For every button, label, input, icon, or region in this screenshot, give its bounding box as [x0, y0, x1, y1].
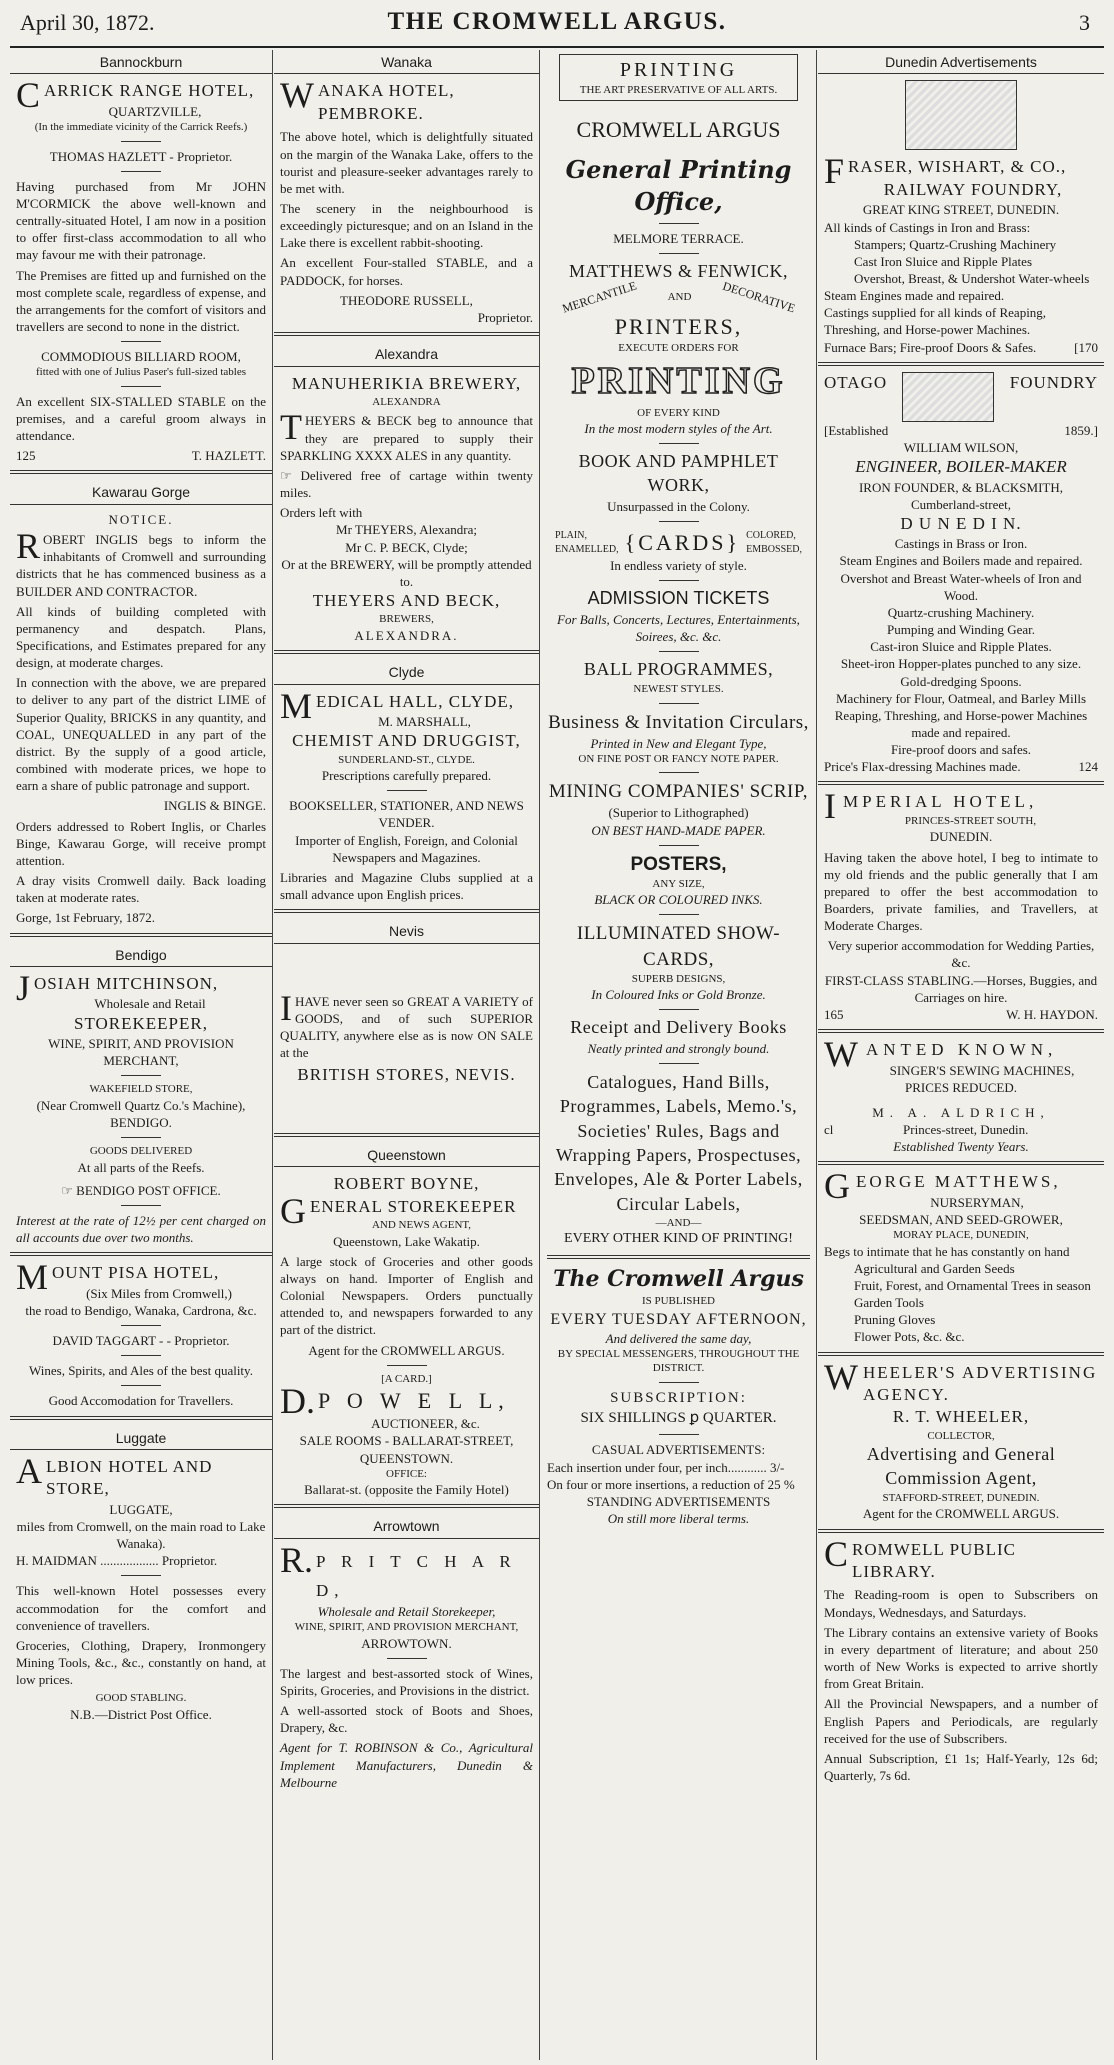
ad-body: Each insertion under four, per inch............ 3/- [547, 1459, 785, 1475]
ad-body: Having purchased from Mr JOHN M'CORMICK the above well-known and centrally-situated Hotel, I am now in a position to offer first-class accommodation to all who may favour me with their patronage. [16, 178, 266, 263]
ad-body: the road to Bendigo, Wanaka, Cardrona, &c. [25, 1302, 257, 1318]
section-heading: Alexandra [274, 342, 539, 366]
wanted-known-ad [818, 1034, 1104, 1155]
drop-cap: D. [280, 1381, 315, 1422]
section-heading: Luggate [10, 1426, 272, 1450]
ad-name: EORGE MATTHEWS, [856, 1172, 1061, 1192]
ad-name: EDICAL HALL, CLYDE, [316, 691, 514, 711]
drop-cap: M [16, 1257, 50, 1298]
ad-body: Overshot and Breast Water-wheels of Iron and Wood. [840, 570, 1082, 603]
ad-body: Unsurpassed in the Colony. [607, 498, 750, 514]
ad-body: STAFFORD-STREET, DUNEDIN. [882, 1491, 1040, 1504]
ad-body: COLORED, [746, 530, 796, 542]
ad-body: Overshot, Breast, & Undershot Water-wheels [854, 270, 1090, 286]
ad-body: IRON FOUNDER, & BLACKSMITH, [858, 479, 1064, 495]
drop-cap: G [824, 1166, 853, 1207]
section-heading: Bannockburn [10, 50, 272, 74]
ad-title: MINING COMPANIES' SCRIP, [548, 781, 809, 803]
ad-name: MANUHERIKIA BREWERY, [291, 373, 522, 393]
ad-body: Furnace Bars; Fire-proof Doors & Safes. [824, 339, 1037, 355]
ad-body: Cumberland-street, [911, 496, 1011, 512]
otago-foundry-ad [818, 372, 1104, 776]
ad-body: WAKEFIELD STORE, [89, 1083, 193, 1096]
ad-highlight: COMMODIOUS BILLIARD ROOM, [41, 349, 241, 365]
ad-body: Princes-street, Dunedin. [903, 1122, 1029, 1138]
ad-body: ☞ Delivered free of cartage within twenty miles. [280, 467, 533, 501]
ad-body: MELMORE TERRACE. [613, 231, 744, 247]
ad-body: For Balls, Concerts, Lectures, Entertainments, Soirees, &c. &c. [557, 611, 800, 645]
drop-cap: A [16, 1450, 43, 1491]
ad-body: IS PUBLISHED [641, 1294, 716, 1307]
ad-body: The largest and best-assorted stock of Wines, Spirits, Groceries, and Provisions in the district. [280, 1665, 533, 1698]
ad-title: Advertising and General Commission Agent, [866, 1444, 1056, 1489]
ad-body: [A CARD.] [381, 1372, 432, 1385]
ad-body: Interest at the rate of 12½ per cent charged on all accounts due over two months. [16, 1212, 266, 1246]
ad-body: Groceries, Clothing, Drapery, Ironmongery Mining Tools, &c., &c., constantly on hand, at low prices. [16, 1637, 266, 1688]
ad-body: GOODS DELIVERED [89, 1145, 193, 1158]
printing-office-ad [541, 54, 816, 1527]
ad-title: BRITISH STORES, NEVIS. [297, 1065, 516, 1085]
drop-cap: T [280, 407, 302, 448]
boyne-storekeeper-ad [274, 1173, 539, 1498]
ad-title: BOOK AND PAMPHLET WORK, [578, 451, 779, 496]
ad-body: HEYERS & BECK beg to announce that they are prepared to supply their SPARKLING XXXX ALES in any quantity. [280, 413, 533, 463]
ad-body: Price's Flax-dressing Machines made. [824, 759, 1021, 775]
ad-title: PRINTERS, [614, 314, 743, 340]
ad-name: FOUNDRY [1009, 372, 1098, 392]
ad-body: ARROWTOWN. [361, 1635, 452, 1651]
ad-body: LUGGATE, [109, 1501, 173, 1517]
ad-body: And delivered the same day, [605, 1330, 752, 1346]
ad-title: RAILWAY FOUNDRY, [883, 179, 1063, 199]
section-heading: Nevis [274, 919, 539, 943]
ad-body: ENAMELLED, [555, 543, 619, 555]
ad-body: Mr C. P. BECK, Clyde; [345, 539, 468, 555]
ad-body: EVERY TUESDAY AFTERNOON, [550, 1310, 807, 1328]
ad-body: Libraries and Magazine Clubs supplied at a small advance upon English prices. [280, 869, 533, 903]
ad-title: ADMISSION TICKETS [587, 588, 770, 609]
ad-body: R. T. WHEELER, [892, 1407, 1030, 1427]
ad-body: M. MARSHALL, [378, 714, 471, 730]
ad-title: ENERAL STOREKEEPER [310, 1196, 517, 1216]
ad-body: AND NEWS AGENT, [371, 1219, 472, 1232]
drop-cap: I [280, 987, 292, 1028]
section-heading: Bendigo [10, 943, 272, 967]
ad-body: ON FINE POST OR FANCY NOTE PAPER. [578, 752, 779, 765]
ad-body: SUBSCRIPTION: [610, 1389, 747, 1406]
ad-body: Wines, Spirits, and Ales of the best quality. [29, 1363, 253, 1379]
ad-name: OTAGO [824, 372, 888, 392]
ad-body: SIX SHILLINGS ꝑ QUARTER. [580, 1409, 777, 1426]
paper-name: The Cromwell Argus [553, 1265, 804, 1292]
ad-body: ALEXANDRA. [354, 628, 459, 643]
ad-body: —AND— [655, 1216, 702, 1229]
ad-body: Castings in Brass or Iron. [894, 536, 1028, 552]
drop-cap: R. [280, 1539, 314, 1580]
ad-body: This well-known Hotel possesses every accommodation for the comfort and convenience of travellers. [16, 1583, 266, 1633]
ad-body: Castings supplied for all kinds of Reaping, Threshing, and Horse-power Machines. [824, 305, 1047, 338]
ad-body: An excellent SIX-STALLED STABLE on the premises, and a careful groom always in attendance. [16, 393, 266, 444]
ad-proprietor: H. MAIDMAN .................. Proprietor. [16, 1553, 218, 1569]
ad-body: MERCANTILE [560, 278, 639, 316]
ad-body: Neatly printed and strongly bound. [587, 1041, 770, 1057]
cards-line: PLAIN, ENAMELLED, {CARDS} COLORED, EMBOSSED, [555, 530, 802, 556]
ad-body: The Library contains an extensive variety of Books in every department of literature; and about 250 worth of New Works is expected to arrive shortly from Great Britain. [824, 1624, 1098, 1692]
ad-body: DECORATIVE [720, 278, 797, 316]
ad-name: CROMWELL ARGUS [576, 116, 781, 142]
ad-name: RASER, WISHART, & CO., [848, 157, 1067, 177]
ad-body: Gold-dredging Spoons. [900, 673, 1022, 689]
wheeler-agency-ad [818, 1356, 1104, 1523]
ad-body: ON BEST HAND-MADE PAPER. [591, 822, 766, 838]
ad-body: In connection with the above, we are prepared to deliver to any part of the district LIME of Superior Quality, BRICKS in any quantity, and COAL, UNEQUALLED in any part of the district. By the supply of a good article, combined with moderate prices, we hope to earn a share of public patronage and support. [16, 675, 266, 794]
ad-body: A dray visits Cromwell daily. Back loading taken at moderate rates. [16, 873, 266, 906]
ad-body: Agent for the CROMWELL ARGUS. [308, 1342, 505, 1358]
ad-name: ANTED KNOWN, [865, 1040, 1058, 1060]
ad-name: LBION HOTEL AND STORE, [46, 1456, 213, 1499]
ad-body: EVERY OTHER KIND OF PRINTING! [564, 1231, 793, 1247]
ad-body: GOOD STABLING. [95, 1692, 187, 1705]
ad-body: BLACK OR COLOURED INKS. [594, 892, 763, 908]
ad-body: Prescriptions carefully prepared. [321, 768, 492, 784]
albion-hotel-ad [10, 1450, 272, 1723]
column-1 [10, 50, 272, 2060]
ad-title: ILLUMINATED SHOW-CARDS, [576, 923, 781, 970]
ad-body: CASUAL ADVERTISEMENTS: [591, 1442, 766, 1458]
ad-place: QUARTZVILLE, [108, 103, 202, 119]
ad-name: OSIAH MITCHINSON, [34, 973, 219, 993]
ad-body: At all parts of the Reefs. [77, 1159, 205, 1175]
ad-name: P O W E L L, [318, 1388, 510, 1414]
ad-body: WINE, SPIRIT, AND PROVISION MERCHANT, [48, 1036, 234, 1069]
ad-body: The above hotel, which is delightfully situated on the margin of the Wanaka Lake, offers to the tourist and pleasure-seeker advantages rarely to be met with. [280, 129, 533, 196]
ad-body: OF EVERY KIND [637, 406, 720, 419]
drop-cap: G [280, 1190, 307, 1231]
manuherikia-brewery-ad [274, 373, 539, 645]
ad-body: Importer of English, Foreign, and Colonial Newspapers and Magazines. [295, 832, 518, 865]
ad-title: ENGINEER, BOILER-MAKER [855, 457, 1067, 477]
ad-body: DUNEDIN. [929, 829, 993, 845]
ad-body: ☞ BENDIGO POST OFFICE. [61, 1182, 221, 1198]
ad-proprietor: DAVID TAGGART - - Proprietor. [52, 1333, 230, 1349]
ad-body: FIRST-CLASS STABLING.—Horses, Buggies, and Carriages on hire. [824, 972, 1098, 1005]
column-divider [816, 50, 817, 2060]
ad-body: PRICES REDUCED. [905, 1079, 1017, 1095]
ad-body: PRINCES-STREET SOUTH, [904, 814, 1037, 827]
drop-cap: M [280, 685, 314, 726]
ad-signature: INGLIS & BINGE. [163, 798, 266, 814]
drop-cap: J [16, 967, 32, 1008]
ad-body: N.B.—District Post Office. [70, 1706, 212, 1722]
ad-body: PLAIN, [555, 530, 587, 542]
ad-body: Annual Subscription, £1 1s; Half-Yearly, 12s 6d; Quarterly, 7s 6d. [824, 1750, 1098, 1783]
ad-title: CHEMIST AND DRUGGIST, [292, 731, 521, 751]
ad-body: BENDIGO. [110, 1114, 172, 1130]
ad-body: All the Provincial Newspapers, and a number of English Papers and Periodicals, are regularly received for the use of Subscribers. [824, 1696, 1098, 1746]
ad-body: Agent for T. ROBINSON & Co., Agricultural Implement Manufacturers, Dunedin & Melbourne [280, 1740, 533, 1790]
ad-body: Machinery for Flour, Oatmeal, and Barley Mills Reaping, Threshing, and Horse-power Machines made and repaired. [834, 690, 1088, 740]
ad-vicinity: (In the immediate vicinity of the Carrick Reefs.) [34, 121, 248, 134]
ad-signature: T. HAZLETT. [191, 448, 266, 464]
ad-body: (Near Cromwell Quartz Co.'s Machine), [36, 1097, 246, 1113]
ad-body: Begs to intimate that he has constantly on hand [824, 1243, 1070, 1259]
ad-body: Flower Pots, &c. &c. [854, 1329, 965, 1345]
section-heading: Dunedin Advertisements [818, 50, 1104, 74]
ad-body: NURSERYMAN, [930, 1194, 1024, 1210]
ad-title: Receipt and Delivery Books [570, 1017, 787, 1038]
foundry-illustration [902, 372, 994, 422]
ad-body: Fruit, Forest, and Ornamental Trees in season [854, 1277, 1091, 1293]
ad-body: Agricultural and Garden Seeds [854, 1260, 1015, 1276]
drop-cap: C [16, 75, 42, 116]
imperial-hotel-ad [818, 786, 1104, 1023]
ad-title: STOREKEEPER, [73, 1013, 208, 1033]
medical-hall-ad [274, 685, 539, 904]
ad-body: STANDING ADVERTISEMENTS [586, 1493, 771, 1509]
ad-name: NOTICE. [108, 511, 174, 527]
ad-body: The Premises are fitted up and furnished on the most complete scale, regardless of expense, and the arrangements for the comfort of visitors and travellers are second to none in the district. [16, 267, 266, 334]
drop-cap: W [280, 75, 315, 116]
engine-illustration [905, 80, 1017, 150]
ad-body: Stampers; Quartz-Crushing Machinery [854, 236, 1057, 252]
ad-body: WILLIAM WILSON, [903, 439, 1019, 455]
ad-body: Very superior accommodation for Wedding Parties, &c. [827, 938, 1095, 971]
ad-title: Business & Invitation Circulars, [548, 711, 809, 733]
ad-body: Pumping and Winding Gear. [886, 622, 1035, 638]
ad-body: [Established [824, 422, 889, 438]
ad-body: (Six Miles from Cromwell,) [86, 1285, 232, 1301]
carrick-hotel-ad [10, 75, 272, 464]
wanaka-hotel-ad [274, 75, 539, 326]
ad-body: Fire-proof doors and safes. [890, 742, 1032, 758]
ad-body: EXECUTE ORDERS FOR [618, 342, 739, 355]
ad-name: HEELER'S ADVERTISING AGENCY. [862, 1362, 1098, 1404]
pritchard-ad [274, 1539, 539, 1791]
fraser-wishart-ad [818, 80, 1104, 355]
column-4 [818, 50, 1104, 2060]
section-heading: Queenstown [274, 1143, 539, 1167]
ad-body: In Coloured Inks or Gold Bronze. [591, 987, 766, 1003]
ad-body: Garden Tools [854, 1295, 924, 1311]
ad-body: SEEDSMAN, AND SEED-GROWER, [859, 1211, 1063, 1227]
drop-cap: F [824, 151, 846, 192]
ad-body: AUCTIONEER, &c. [371, 1416, 480, 1432]
ad-title: General Printing Office, [565, 154, 792, 216]
ad-title: CARDS [638, 530, 727, 556]
ad-body: Proprietor. [477, 309, 533, 325]
banner-subtitle: THE ART PRESERVATIVE OF ALL ARTS. [579, 84, 778, 97]
ad-body: D U N E D I N. [900, 513, 1022, 533]
page-number: 3 [1079, 10, 1090, 35]
ad-body: BOOKSELLER, STATIONER, AND NEWS VENDER. [289, 798, 524, 831]
ad-number: 165 [824, 1006, 844, 1022]
ad-body: On still more liberal terms. [607, 1511, 750, 1527]
drop-cap: I [824, 786, 840, 827]
ad-body: AND [667, 291, 692, 304]
printing-headline: PRINTING [571, 359, 786, 402]
ad-name: ROBERT BOYNE, [333, 1174, 480, 1194]
ad-name: ARRICK RANGE HOTEL, [44, 81, 255, 101]
drop-cap: W [824, 1356, 860, 1397]
newspaper-title: THE CROMWELL ARGUS. [387, 8, 727, 35]
ad-signature: W. H. HAYDON. [1006, 1006, 1098, 1022]
ad-body: OBERT INGLIS begs to inform the inhabitants of Cromwell and surrounding districts that he has commenced business as a BUILDER AND CONTRACTOR. [16, 532, 266, 599]
ad-title: POSTERS, [630, 853, 727, 875]
column-2 [274, 50, 539, 2060]
section-heading: Wanaka [274, 50, 539, 74]
ad-name: P R I T C H A R D, [316, 1551, 517, 1600]
ad-body: COLLECTOR, [927, 1429, 995, 1442]
section-heading: Kawarau Gorge [10, 480, 272, 504]
george-matthews-ad [818, 1166, 1104, 1345]
ad-name: MPERIAL HOTEL, [843, 792, 1038, 812]
ad-name: MATTHEWS & FENWICK, [569, 261, 788, 282]
ad-body: A large stock of Groceries and other goods always on hand. Importer of English and Colonial Newspapers. Orders punctually attended to, and newspapers forwarded to any part of the district. [280, 1253, 533, 1338]
ad-number: 125 [16, 448, 36, 464]
ad-body: SALE ROOMS - BALLARAT-STREET, [299, 1433, 514, 1449]
ad-proprietor: THOMAS HAZLETT - Proprietor. [49, 148, 233, 164]
ad-body: Orders left with [280, 505, 363, 521]
ad-body: All kinds of Castings in Iron and Brass: [824, 219, 1031, 235]
issue-date: April 30, 1872. [20, 10, 155, 35]
ad-body: In endless variety of style. [610, 558, 747, 574]
inglis-builder-ad [10, 511, 272, 927]
ad-signature: THEODORE RUSSELL, [340, 292, 473, 308]
ad-body: The Reading-room is open to Subscribers on Mondays, Wednesdays, and Saturdays. [824, 1587, 1098, 1620]
ad-title: SINGER'S SEWING MACHINES, [889, 1062, 1075, 1078]
ad-body: Orders addressed to Robert Inglis, or Charles Binge, Kawarau Gorge, will receive prompt attention. [16, 818, 266, 868]
ad-body: Steam Engines and Boilers made and repaired. [839, 553, 1083, 569]
ad-body: NEWEST STYLES. [633, 683, 724, 696]
ad-body: All kinds of building completed with permanency and despatch. Plans, Specifications, and Estimates prepared for any design, at moderate charges. [16, 603, 266, 671]
ad-body: ANY SIZE, [652, 877, 705, 890]
printing-banner [559, 54, 798, 101]
drop-cap: C [824, 1533, 850, 1574]
ad-body: A well-assorted stock of Boots and Shoes, Drapery, &c. [280, 1703, 533, 1736]
drop-cap: W [824, 1034, 863, 1075]
ad-body: Quartz-crushing Machinery. [887, 604, 1035, 620]
ad-body: SUPERB DESIGNS, [631, 972, 726, 985]
ad-body: In the most modern styles of the Art. [584, 421, 773, 437]
ad-title: BALL PROGRAMMES, [583, 659, 774, 680]
ad-body: Mr THEYERS, Alexandra; [336, 522, 477, 538]
ad-body: Steam Engines made and repaired. [824, 288, 1005, 304]
ad-signature: THEYERS AND BECK, [312, 591, 501, 611]
column-divider [272, 50, 273, 2060]
ad-body: Having taken the above hotel, I beg to intimate to my old friends and the public generally that I am prepared to offer the best accommodation to Boarders, private families, and Travellers, at Moderate Charges. [824, 849, 1098, 934]
ad-body: The scenery in the neighbourhood is exceedingly picturesque; and on an Island in the Lake there is excellent rabbit-shooting. [280, 200, 533, 251]
ad-body: Or at the BREWERY, will be promptly attended to. [281, 556, 532, 589]
ad-body: BY SPECIAL MESSENGERS, THROUGHOUT THE DISTRICT. [557, 1347, 800, 1375]
ad-body: QUEENSTOWN. [359, 1450, 454, 1466]
mount-pisa-hotel-ad [10, 1257, 272, 1409]
public-library-ad [818, 1533, 1104, 1785]
ad-body: ALEXANDRA [372, 395, 441, 408]
ad-body: WINE, SPIRIT, AND PROVISION MERCHANT, [294, 1621, 519, 1634]
banner-title: PRINTING [619, 59, 738, 81]
ad-body: Sheet-iron Hopper-plates punched to any size. [840, 656, 1082, 672]
section-heading: Arrowtown [274, 1514, 539, 1538]
section-heading: Clyde [274, 660, 539, 684]
ad-body: Queenstown, Lake Wakatip. [333, 1233, 480, 1249]
ad-body: GREAT KING STREET, DUNEDIN. [862, 202, 1060, 218]
drop-cap: R [16, 526, 41, 567]
ad-date: Gorge, 1st February, 1872. [16, 910, 156, 926]
ad-body: Wholesale and Retail Storekeeper, [317, 1603, 496, 1619]
ad-body: SUNDERLAND-ST., CLYDE. [338, 753, 475, 766]
column-3 [541, 50, 816, 2060]
ad-body: BREWERS, [379, 613, 434, 626]
ad-body: Wholesale and Retail [94, 996, 206, 1012]
ad-body: OFFICE: [386, 1467, 427, 1480]
ad-body: fitted with one of Julius Paser's full-sized tables [35, 366, 247, 379]
ad-body: Cast-iron Sluice and Ripple Plates. [870, 639, 1052, 655]
masthead [10, 0, 1104, 48]
ad-body: M. A. ALDRICH, [872, 1104, 1050, 1120]
ad-body: An excellent Four-stalled STABLE, and a PADDOCK, for horses. [280, 255, 533, 288]
ad-name: ANAKA HOTEL, PEMBROKE. [317, 81, 455, 123]
ad-body: Pruning Gloves [854, 1312, 936, 1328]
ad-body: Printed in New and Elegant Type, [590, 735, 767, 751]
column-divider [539, 50, 540, 2060]
ad-title: Catalogues, Hand Bills, Programmes, Labels, Memo.'s, Societies' Rules, Bags and Wrapping Papers, Prospectuses, Envelopes, Ale & Porter Labels, Circular Labels, [554, 1072, 803, 1214]
ad-body: MORAY PLACE, DUNEDIN, [893, 1229, 1029, 1242]
ad-body: On four or more insertions, a reduction of 25 % [547, 1476, 795, 1492]
ad-body: cl [824, 1122, 834, 1138]
ad-number: [170 [1074, 339, 1098, 355]
ad-body: HAVE never seen so GREAT A VARIETY of GOODS, and of such SUPERIOR QUALITY, anywhere else as is now ON SALE at the [280, 993, 533, 1061]
ad-name: OUNT PISA HOTEL, [52, 1263, 220, 1283]
british-stores-ad [274, 950, 539, 1127]
ad-body: Established Twenty Years. [893, 1139, 1029, 1155]
mitchinson-ad [10, 967, 272, 1246]
ad-body: Good Accomodation for Travellers. [48, 1393, 234, 1409]
ad-number: 124 [1078, 759, 1098, 775]
ad-body: EMBOSSED, [746, 543, 802, 555]
ad-body: Agent for the CROMWELL ARGUS. [862, 1506, 1060, 1522]
ad-body: Ballarat-st. (opposite the Family Hotel) [304, 1482, 509, 1498]
ad-name: ROMWELL PUBLIC LIBRARY. [852, 1539, 1017, 1581]
ad-body: 1859.] [1064, 422, 1098, 438]
ad-body: (Superior to Lithographed) [608, 805, 749, 821]
ad-body: miles from Cromwell, on the main road to Lake Wanaka). [16, 1519, 266, 1552]
ad-body: Cast Iron Sluice and Ripple Plates [854, 253, 1033, 269]
